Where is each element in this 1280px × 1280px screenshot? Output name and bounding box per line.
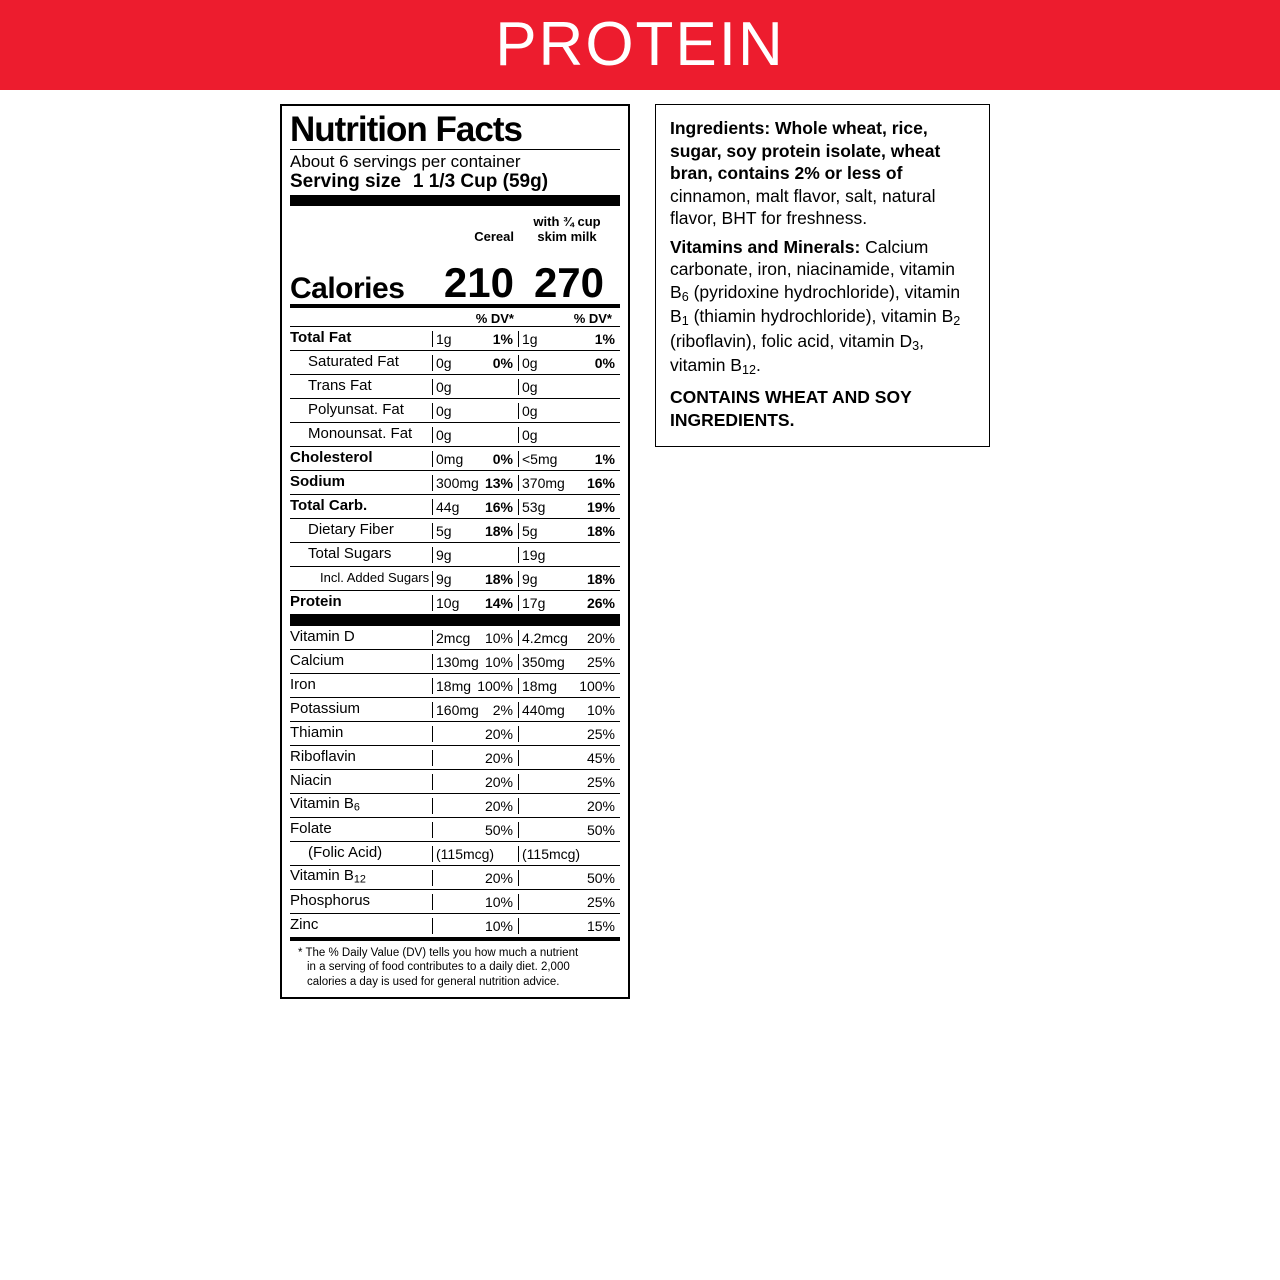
vitamin-d3-subscript: 3	[912, 338, 920, 353]
vitamin-daily-value: 10%	[484, 653, 513, 670]
divider-thick-protein	[290, 614, 620, 625]
nutrient-row	[290, 422, 620, 446]
vitamins-text-4: (riboflavin), folic acid, vitamin D	[670, 330, 913, 351]
vitamin-label: (Folic Acid)	[308, 844, 383, 862]
nutrient-cell-cereal	[432, 427, 518, 443]
footnote-line-3: calories a day is used for general nutrition advice.	[307, 975, 560, 988]
nutrient-row	[290, 326, 620, 350]
vitamin-cell-milk	[518, 726, 620, 742]
nutrient-amount: 0g	[522, 402, 538, 419]
nutrient-row	[290, 518, 620, 542]
nutrient-cell-cereal	[432, 571, 518, 587]
vitamin-label: Niacin	[290, 772, 332, 790]
vitamin-daily-value: 50%	[484, 821, 513, 838]
nutrient-daily-value: 14%	[484, 594, 513, 611]
vitamin-daily-value: 20%	[484, 773, 513, 790]
nutrient-daily-value: 0%	[594, 354, 615, 371]
nutrient-label: Trans Fat	[308, 377, 372, 395]
nutrient-cell-cereal	[432, 499, 518, 515]
vitamin-daily-value: 20%	[484, 797, 513, 814]
nutrient-amount: 19g	[522, 546, 546, 563]
vitamin-row	[290, 697, 620, 721]
vitamin-row	[290, 889, 620, 913]
vitamin-daily-value: 100%	[477, 677, 513, 694]
nutrient-amount: 5g	[522, 522, 538, 539]
vitamin-cell-cereal	[432, 774, 518, 790]
vitamin-cell-cereal	[432, 870, 518, 886]
vitamin-row	[290, 841, 620, 865]
vitamin-amount: 160mg	[436, 701, 479, 718]
serving-size-label: Serving size	[290, 171, 401, 193]
nutrient-daily-value: 26%	[586, 594, 615, 611]
nutrient-row	[290, 470, 620, 494]
vitamin-daily-value: 2%	[492, 701, 513, 718]
nutrient-label: Total Fat	[290, 329, 352, 347]
vitamin-cell-cereal	[432, 654, 518, 670]
calories-value-milk: 270	[533, 259, 605, 307]
nutrient-row	[290, 350, 620, 374]
nutrient-amount: 5g	[436, 522, 452, 539]
vitamin-cell-cereal	[432, 750, 518, 766]
vitamin-row	[290, 769, 620, 793]
nutrient-label: Incl. Added Sugars	[320, 570, 430, 586]
vitamin-daily-value: 20%	[586, 797, 615, 814]
nutrient-cell-cereal	[432, 595, 518, 611]
serving-size-row	[290, 171, 620, 193]
column-header-milk	[518, 215, 620, 246]
nutrient-cell-cereal	[432, 547, 518, 563]
nutrient-amount: 0g	[436, 378, 452, 395]
vitamin-row	[290, 865, 620, 889]
nutrient-daily-value: 18%	[586, 570, 615, 587]
vitamin-cell-cereal	[432, 918, 518, 934]
nutrient-label: Saturated Fat	[308, 353, 399, 371]
dv-header-milk: % DV*	[573, 311, 612, 327]
vitamin-daily-value: 20%	[586, 629, 615, 646]
nutrient-amount: 300mg	[436, 474, 479, 491]
protein-banner	[0, 0, 1280, 90]
vitamin-subscript: 12	[353, 873, 366, 886]
vitamin-daily-value: 20%	[484, 749, 513, 766]
vitamin-label: Vitamin $B_6$	[290, 795, 360, 814]
nutrient-cell-milk	[518, 499, 620, 515]
vitamin-cell-milk	[518, 870, 620, 886]
nutrient-amount: 9g	[436, 570, 452, 587]
vitamin-amount: 2mcg	[436, 629, 471, 646]
vitamin-amount: 130mg	[436, 653, 479, 670]
vitamin-cell-milk	[518, 918, 620, 934]
nutrient-amount: <5mg	[522, 450, 558, 467]
nutrient-cell-milk	[518, 547, 620, 563]
nutrient-cell-milk	[518, 403, 620, 419]
vitamin-cell-milk	[518, 750, 620, 766]
daily-value-footnote	[290, 941, 620, 991]
nutrient-amount: 0g	[436, 426, 452, 443]
vitamin-daily-value: 25%	[586, 653, 615, 670]
vitamin-row	[290, 649, 620, 673]
vitamin-cell-milk	[518, 702, 620, 718]
vitamin-row	[290, 721, 620, 745]
nutrient-cell-milk	[518, 523, 620, 539]
vitamin-label: Potassium	[290, 700, 361, 718]
nutrient-daily-value: 0%	[492, 450, 513, 467]
nutrient-row	[290, 446, 620, 470]
vitamin-label: Iron	[290, 676, 316, 694]
vitamin-daily-value: 50%	[586, 821, 615, 838]
vitamin-daily-value: 50%	[586, 869, 615, 886]
nutrient-amount: 0g	[522, 354, 538, 371]
vitamin-amount: (115mcg)	[436, 845, 495, 862]
nutrient-label: Dietary Fiber	[308, 521, 394, 539]
nutrient-daily-value: 13%	[484, 474, 513, 491]
nutrient-cell-cereal	[432, 379, 518, 395]
nutrient-label: Cholesterol	[290, 449, 373, 467]
nutrient-rows	[290, 326, 620, 614]
vitamin-label: Thiamin	[290, 724, 344, 742]
nutrient-cell-cereal	[432, 451, 518, 467]
ingredients-heading: Ingredients:	[670, 118, 771, 138]
vitamin-row	[290, 673, 620, 697]
vitamin-cell-milk	[518, 678, 620, 694]
nutrient-cell-milk	[518, 355, 620, 371]
nutrient-row	[290, 374, 620, 398]
vitamins-text-6: .	[755, 355, 761, 376]
nutrient-row	[290, 398, 620, 422]
vitamin-row	[290, 913, 620, 937]
vitamins-text-1: Calcium carbonate, iron, niacinamide, vitamin B	[670, 236, 956, 302]
nutrient-amount: 17g	[522, 594, 546, 611]
divider-thick-top	[290, 195, 620, 206]
nutrient-daily-value: 18%	[586, 522, 615, 539]
nutrient-cell-milk	[518, 475, 620, 491]
vitamin-cell-cereal	[432, 798, 518, 814]
vitamin-amount: (115mcg)	[522, 845, 581, 862]
column-header-cereal: Cereal	[474, 228, 514, 244]
nutrient-row	[290, 566, 620, 590]
nutrient-cell-milk	[518, 379, 620, 395]
vitamin-cell-cereal	[432, 630, 518, 646]
vitamin-cell-cereal	[432, 894, 518, 910]
vitamin-cell-milk	[518, 894, 620, 910]
vitamin-amount: 350mg	[522, 653, 565, 670]
nutrient-amount: 0g	[522, 378, 538, 395]
vitamin-amount: 4.2mcg	[522, 629, 568, 646]
vitamin-cell-milk	[518, 822, 620, 838]
vitamin-daily-value: 15%	[586, 917, 615, 934]
nutrient-cell-milk	[518, 571, 620, 587]
column-header-milk-line1: with ¾ cup	[533, 213, 601, 229]
vitamins-text-3: (thiamin hydrochloride), vitamin B	[688, 306, 954, 327]
vitamin-row	[290, 625, 620, 649]
nutrition-facts-title: Nutrition Facts	[290, 110, 522, 149]
nutrient-amount: 1g	[522, 330, 538, 347]
vitamin-daily-value: 45%	[586, 749, 615, 766]
nutrient-amount: 0g	[522, 426, 538, 443]
nutrient-amount: 0g	[436, 354, 452, 371]
ingredients-rest-text: cinnamon, malt flavor, salt, natural flavor, BHT for freshness.	[670, 185, 936, 229]
column-headers	[290, 206, 620, 246]
vitamin-label: Calcium	[290, 652, 345, 670]
vitamin-cell-milk	[518, 630, 620, 646]
vitamin-label: Riboflavin	[290, 748, 356, 766]
vitamins-minerals-heading: Vitamins and Minerals:	[670, 236, 861, 257]
vitamin-label: Phosphorus	[290, 892, 371, 910]
nutrient-amount: 53g	[522, 498, 546, 515]
vitamin-daily-value: 10%	[484, 917, 513, 934]
vitamin-label: Vitamin $B_{12}$	[290, 867, 366, 886]
vitamin-cell-milk	[518, 774, 620, 790]
nutrient-row	[290, 590, 620, 614]
nutrient-amount: 9g	[436, 546, 452, 563]
vitamin-cell-milk	[518, 798, 620, 814]
nutrient-daily-value: 1%	[594, 450, 615, 467]
nutrient-daily-value: 16%	[586, 474, 615, 491]
footnote-line-1: * The % Daily Value (DV) tells you how much a nutrient	[298, 947, 579, 960]
vitamin-cell-milk	[518, 846, 620, 862]
nutrient-cell-cereal	[432, 475, 518, 491]
vitamin-daily-value: 10%	[484, 893, 513, 910]
vitamin-cell-cereal	[432, 678, 518, 694]
banner-title: PROTEIN	[495, 10, 785, 79]
calories-label: Calories	[290, 272, 405, 306]
nutrient-amount: 10g	[436, 594, 460, 611]
vitamin-row	[290, 745, 620, 769]
vitamin-b2-subscript: 2	[953, 314, 961, 329]
footnote-line-2: in a serving of food contributes to a daily diet. 2,000	[307, 961, 570, 974]
vitamin-cell-cereal	[432, 846, 518, 862]
vitamin-row	[290, 793, 620, 817]
servings-per-container: About 6 servings per container	[290, 151, 521, 171]
nutrient-amount: 0mg	[436, 450, 464, 467]
nutrient-label: Total Sugars	[308, 545, 392, 563]
vitamins-minerals-paragraph	[670, 236, 975, 379]
nutrient-cell-cereal	[432, 523, 518, 539]
vitamin-b12-subscript: 12	[741, 363, 756, 378]
vitamin-daily-value: 10%	[484, 629, 513, 646]
nutrient-amount: 9g	[522, 570, 538, 587]
nutrient-cell-milk	[518, 331, 620, 347]
vitamin-cell-cereal	[432, 822, 518, 838]
nutrient-daily-value: 18%	[484, 570, 513, 587]
vitamin-subscript: 6	[353, 801, 360, 814]
nutrient-cell-cereal	[432, 355, 518, 371]
vitamin-daily-value: 25%	[586, 773, 615, 790]
vitamin-row	[290, 817, 620, 841]
vitamin-daily-value: 100%	[579, 677, 615, 694]
nutrient-amount: 44g	[436, 498, 460, 515]
vitamin-daily-value: 25%	[586, 725, 615, 742]
ingredients-panel	[655, 104, 990, 447]
vitamin-daily-value: 10%	[586, 701, 615, 718]
vitamin-daily-value: 25%	[586, 893, 615, 910]
nutrient-row	[290, 494, 620, 518]
nutrient-cell-cereal	[432, 331, 518, 347]
vitamins-text-2: (pyridoxine hydrochloride), vitamin B	[670, 281, 961, 327]
nutrient-label: Sodium	[290, 473, 345, 491]
vitamin-cell-cereal	[432, 702, 518, 718]
ingredients-bold-text: Whole wheat, rice, sugar, soy protein isolate, wheat bran, contains 2% or less of	[670, 118, 941, 184]
nutrient-daily-value: 16%	[484, 498, 513, 515]
nutrient-cell-milk	[518, 427, 620, 443]
vitamin-amount: 440mg	[522, 701, 565, 718]
calories-value-cereal: 210	[443, 259, 514, 307]
vitamin-b6-subscript: 6	[681, 290, 689, 305]
ingredients-paragraph	[670, 117, 975, 230]
nutrient-label: Total Carb.	[290, 497, 368, 515]
nutrient-daily-value: 18%	[484, 522, 513, 539]
vitamin-cell-cereal	[432, 726, 518, 742]
nutrient-cell-milk	[518, 595, 620, 611]
vitamins-text-5: , vitamin B	[670, 330, 925, 376]
nutrition-facts-panel	[280, 104, 630, 999]
dv-header-cereal: % DV*	[475, 311, 514, 327]
nutrient-row	[290, 542, 620, 566]
nutrient-label: Monounsat. Fat	[308, 425, 413, 443]
nutrient-label: Polyunsat. Fat	[308, 401, 404, 419]
nutrient-cell-cereal	[432, 403, 518, 419]
nutrient-amount: 370mg	[522, 474, 565, 491]
vitamin-amount: 18mg	[436, 677, 472, 694]
nutrient-label: Protein	[290, 593, 342, 611]
vitamin-label: Folate	[290, 820, 332, 838]
nutrient-amount: 1g	[436, 330, 452, 347]
vitamin-daily-value: 20%	[484, 869, 513, 886]
vitamin-label: Vitamin D	[290, 628, 355, 646]
vitamin-label: Zinc	[290, 916, 319, 934]
nutrient-cell-milk	[518, 451, 620, 467]
nutrient-daily-value: 1%	[492, 330, 513, 347]
vitamin-cell-milk	[518, 654, 620, 670]
nutrient-daily-value: 0%	[492, 354, 513, 371]
calories-row	[290, 246, 620, 307]
column-header-milk-line2: skim milk	[537, 228, 597, 244]
nutrient-daily-value: 1%	[594, 330, 615, 347]
vitamin-b1-subscript: 1	[681, 314, 689, 329]
vitamin-daily-value: 20%	[484, 725, 513, 742]
vitamin-amount: 18mg	[522, 677, 558, 694]
nutrient-daily-value: 19%	[586, 498, 615, 515]
allergen-statement: CONTAINS WHEAT AND SOY INGREDIENTS.	[670, 387, 912, 430]
serving-size-value: 1 1/3 Cup (59g)	[412, 171, 549, 193]
nutrient-amount: 0g	[436, 402, 452, 419]
daily-value-header-row	[290, 308, 620, 326]
vitamin-rows	[290, 625, 620, 937]
